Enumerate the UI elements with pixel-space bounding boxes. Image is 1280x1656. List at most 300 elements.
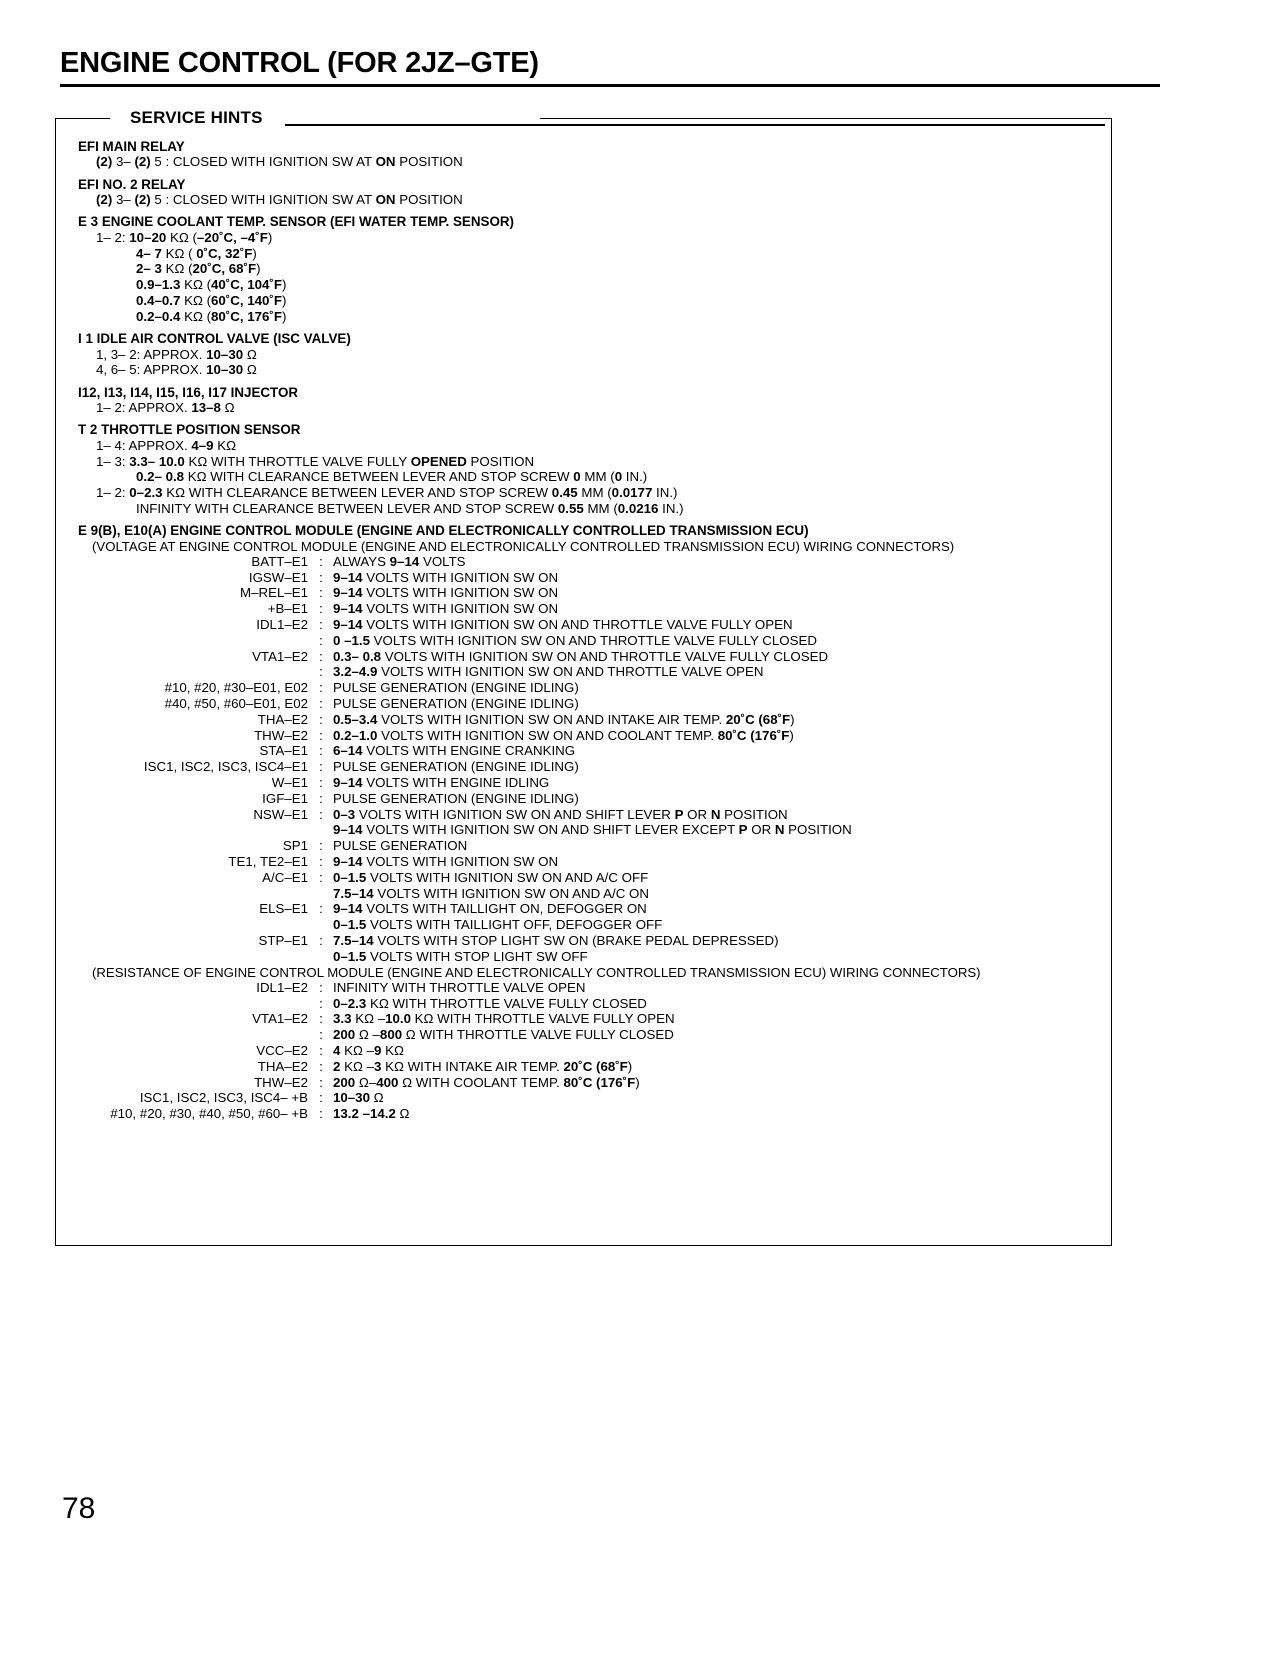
terminal-label: +B–E1 bbox=[267, 601, 308, 617]
text-run: 10–30 bbox=[206, 346, 244, 362]
terminal-row bbox=[78, 665, 852, 681]
terminal-row bbox=[78, 950, 852, 966]
text-run: Ω WITH COOLANT TEMP. bbox=[398, 1074, 564, 1090]
text-run: VOLTS WITH STOP LIGHT SW ON (BRAKE PEDAL DEPRESSED) bbox=[373, 932, 779, 948]
text-run: Ω bbox=[395, 1106, 410, 1122]
text-run: MM ( bbox=[583, 500, 618, 516]
terminal-row bbox=[78, 902, 852, 918]
text-run: 9–14 bbox=[333, 774, 363, 790]
text-run: KΩ – bbox=[340, 1042, 374, 1058]
text-run: INFINITY WITH THROTTLE VALVE OPEN bbox=[333, 979, 586, 995]
spec-line bbox=[96, 193, 1098, 206]
terminal-colon: : bbox=[319, 1027, 323, 1043]
terminal-row bbox=[78, 1060, 675, 1076]
terminal-colon: : bbox=[319, 806, 323, 822]
terminal-colon: : bbox=[319, 979, 323, 995]
text-run: 9–14 bbox=[333, 616, 363, 632]
text-run: 13–8 bbox=[191, 400, 221, 415]
terminal-row bbox=[78, 1107, 675, 1123]
resistance-note: (RESISTANCE OF ENGINE CONTROL MODULE (ENGINE AND ELECTRONICALLY CONTROLLED TRANSMISSION ECU) WIRING CONNECTORS) bbox=[92, 964, 981, 980]
terminal-label: ISC1, ISC2, ISC3, ISC4– +B bbox=[139, 1090, 308, 1106]
terminal-label bbox=[78, 1028, 315, 1044]
terminal-value bbox=[333, 823, 852, 839]
terminal-colon: : bbox=[319, 995, 323, 1011]
terminal-row bbox=[78, 808, 852, 824]
terminal-label: M–REL–E1 bbox=[240, 585, 308, 601]
text-run: 0–3 bbox=[333, 806, 356, 822]
text-run: KΩ WITH CLEARANCE BETWEEN LEVER AND STOP SCREW bbox=[184, 469, 574, 485]
text-run: KΩ WITH THROTTLE VALVE FULLY bbox=[184, 453, 411, 469]
terminal-label: NSW–E1 bbox=[253, 806, 308, 822]
text-run: VOLTS WITH TAILLIGHT OFF, DEFOGGER OFF bbox=[366, 917, 663, 933]
terminal-row bbox=[78, 1028, 675, 1044]
terminal-row bbox=[78, 634, 852, 650]
page-number: 78 bbox=[62, 1492, 96, 1525]
text-run: 9–14 bbox=[333, 822, 363, 838]
terminal-row bbox=[78, 918, 852, 934]
terminal-colon: : bbox=[319, 727, 323, 743]
terminal-colon bbox=[315, 887, 333, 903]
text-run: 60˚C, 140˚F bbox=[211, 293, 282, 308]
spec-line bbox=[96, 231, 1098, 244]
terminal-label: THA–E2 bbox=[257, 711, 308, 727]
text-run: ) bbox=[281, 293, 287, 308]
terminal-value bbox=[333, 618, 852, 634]
terminal-label: VTA1–E2 bbox=[252, 648, 308, 664]
terminal-colon bbox=[315, 918, 333, 934]
text-run: 5 : CLOSED WITH IGNITION SW AT bbox=[150, 192, 376, 208]
text-run: 0–1.5 bbox=[333, 917, 367, 933]
text-run: VOLTS WITH IGNITION SW ON AND THROTTLE VALVE FULLY CLOSED bbox=[369, 632, 817, 648]
service-hints-content bbox=[78, 140, 1098, 1123]
text-run: 80˚C, 176˚F bbox=[211, 308, 282, 324]
terminal-value bbox=[333, 1044, 675, 1060]
text-run: (2) bbox=[96, 154, 113, 170]
terminal-value bbox=[333, 1107, 675, 1123]
spec-line bbox=[96, 439, 1098, 452]
text-run: POSITION bbox=[784, 822, 852, 838]
terminal-value bbox=[333, 918, 852, 934]
terminal-colon: : bbox=[319, 1042, 323, 1058]
text-run: 0.45 bbox=[551, 485, 578, 501]
text-run: KΩ ( bbox=[161, 245, 197, 261]
text-run: ) bbox=[627, 1058, 633, 1074]
spec-line bbox=[136, 262, 1098, 275]
text-run: ) bbox=[267, 229, 273, 245]
terminal-label: #10, #20, #30–E01, E02 bbox=[164, 680, 308, 696]
text-run: KΩ ( bbox=[180, 308, 212, 324]
text-run: 4–9 bbox=[191, 437, 214, 453]
text-run: 0–2.3 bbox=[129, 485, 163, 501]
text-run: IN.) bbox=[652, 485, 678, 501]
text-run: Ω bbox=[243, 362, 257, 378]
terminal-colon: : bbox=[319, 553, 323, 569]
terminal-label: VTA1–E2 bbox=[252, 1011, 308, 1027]
terminal-label bbox=[78, 665, 315, 681]
terminal-colon: : bbox=[319, 569, 323, 585]
terminal-colon: : bbox=[319, 664, 323, 680]
text-run: VOLTS WITH IGNITION SW ON bbox=[362, 601, 559, 617]
text-run: VOLTS WITH IGNITION SW ON AND COOLANT TEMP. bbox=[377, 727, 718, 743]
terminal-colon: : bbox=[319, 1011, 323, 1027]
terminal-value bbox=[333, 760, 852, 776]
text-run: 7.5–14 bbox=[333, 885, 374, 901]
terminal-row bbox=[78, 839, 852, 855]
terminal-colon bbox=[315, 823, 333, 839]
voltage-note: (VOLTAGE AT ENGINE CONTROL MODULE (ENGINE AND ELECTRONICALLY CONTROLLED TRANSMISSION ECU) WIRING CONNECTORS) bbox=[92, 538, 955, 554]
terminal-label: #10, #20, #30, #40, #50, #60– +B bbox=[110, 1106, 308, 1122]
text-run: KΩ ( bbox=[161, 261, 193, 277]
terminal-value bbox=[333, 729, 852, 745]
terminal-colon: : bbox=[319, 932, 323, 948]
text-run: 9–14 bbox=[333, 601, 363, 617]
terminal-row bbox=[78, 792, 852, 808]
text-run: 0 bbox=[573, 469, 581, 485]
text-run: 0–2.3 bbox=[333, 995, 367, 1011]
terminal-value bbox=[333, 634, 852, 650]
terminal-colon: : bbox=[319, 616, 323, 632]
text-run: 9–14 bbox=[333, 901, 363, 917]
text-run: 0.9–1.3 bbox=[136, 277, 181, 293]
text-run: VOLTS WITH IGNITION SW ON AND INTAKE AIR TEMP. bbox=[377, 711, 726, 727]
text-run: VOLTS WITH IGNITION SW ON AND SHIFT LEVER bbox=[355, 806, 675, 822]
section-heading: T 2 THROTTLE POSITION SENSOR bbox=[78, 422, 301, 438]
terminal-row bbox=[78, 887, 852, 903]
text-run: N bbox=[710, 806, 721, 822]
text-run: Ω– bbox=[355, 1074, 377, 1090]
terminal-colon: : bbox=[319, 901, 323, 917]
terminal-value bbox=[333, 776, 852, 792]
terminal-label: TE1, TE2–E1 bbox=[228, 853, 308, 869]
ecu-section-heading: E 9(B), E10(A) ENGINE CONTROL MODULE (ENGINE AND ELECTRONICALLY CONTROLLED TRANSMISSION ECU) bbox=[78, 523, 809, 539]
terminal-value bbox=[333, 744, 852, 760]
terminal-colon: : bbox=[319, 1106, 323, 1122]
terminal-row bbox=[78, 823, 852, 839]
terminal-value bbox=[333, 1091, 675, 1107]
text-run: 800 bbox=[379, 1027, 403, 1043]
terminal-label bbox=[78, 997, 315, 1013]
section-heading: E 3 ENGINE COOLANT TEMP. SENSOR (EFI WATER TEMP. SENSOR) bbox=[78, 214, 514, 230]
text-run: 0.5–3.4 bbox=[333, 711, 378, 727]
section-heading: EFI NO. 2 RELAY bbox=[78, 176, 186, 192]
text-run: 0.0216 bbox=[617, 500, 659, 516]
text-run: 3 bbox=[374, 1058, 382, 1074]
text-run: P bbox=[674, 806, 684, 822]
spec-line bbox=[136, 470, 1098, 483]
terminal-colon: : bbox=[319, 601, 323, 617]
text-run: 3.2–4.9 bbox=[333, 664, 378, 680]
text-run: ) bbox=[256, 261, 261, 277]
terminal-row bbox=[78, 713, 852, 729]
text-run: ) bbox=[790, 711, 795, 727]
terminal-value bbox=[333, 586, 852, 602]
terminal-colon: : bbox=[319, 711, 323, 727]
text-run: 0–1.5 bbox=[333, 948, 367, 964]
terminal-colon: : bbox=[319, 680, 323, 696]
terminal-colon: : bbox=[319, 790, 323, 806]
terminal-value bbox=[333, 1028, 675, 1044]
text-run: 0 bbox=[614, 469, 623, 485]
terminal-value bbox=[333, 665, 852, 681]
text-run: 3.3 bbox=[333, 1011, 352, 1027]
text-run: ) bbox=[252, 245, 257, 261]
section-heading: I 1 IDLE AIR CONTROL VALVE (ISC VALVE) bbox=[78, 331, 351, 347]
text-run: (2) bbox=[96, 192, 113, 208]
terminal-label: ELS–E1 bbox=[259, 901, 308, 917]
terminal-label: THA–E2 bbox=[257, 1058, 308, 1074]
terminal-value bbox=[333, 1076, 675, 1092]
text-run: 0.4–0.7 bbox=[136, 293, 181, 308]
text-run: MM ( bbox=[577, 485, 612, 501]
terminal-colon: : bbox=[319, 695, 323, 711]
text-run: 0.55 bbox=[557, 500, 584, 516]
text-run: KΩ WITH CLEARANCE BETWEEN LEVER AND STOP SCREW bbox=[162, 485, 552, 501]
text-run: POSITION bbox=[720, 806, 788, 822]
text-run: KΩ – bbox=[340, 1058, 374, 1074]
text-run: VOLTS WITH ENGINE CRANKING bbox=[362, 743, 576, 759]
text-run: POSITION bbox=[466, 453, 535, 469]
text-run: PULSE GENERATION (ENGINE IDLING) bbox=[333, 759, 579, 775]
terminal-row bbox=[78, 855, 852, 871]
terminal-row bbox=[78, 1012, 675, 1028]
title-underline bbox=[60, 84, 1160, 87]
text-run: PULSE GENERATION (ENGINE IDLING) bbox=[333, 695, 579, 711]
terminal-colon: : bbox=[319, 648, 323, 664]
terminal-value bbox=[333, 602, 852, 618]
text-run: 9–14 bbox=[333, 585, 363, 601]
terminal-label: STA–E1 bbox=[259, 743, 308, 759]
terminal-row bbox=[78, 871, 852, 887]
text-run: OR bbox=[683, 806, 711, 822]
terminal-row bbox=[78, 697, 852, 713]
text-run: VOLTS bbox=[419, 553, 466, 569]
terminal-row bbox=[78, 776, 852, 792]
terminal-label: IDL1–E2 bbox=[256, 616, 308, 632]
text-run: 13.2 –14.2 bbox=[333, 1106, 396, 1122]
terminal-colon: : bbox=[319, 838, 323, 854]
text-run: KΩ bbox=[381, 1042, 404, 1058]
text-run: ) bbox=[281, 277, 287, 293]
text-run: KΩ ( bbox=[180, 277, 212, 293]
terminal-row bbox=[78, 934, 852, 950]
text-run: PULSE GENERATION (ENGINE IDLING) bbox=[333, 790, 579, 806]
text-run: 1, 3– 2: APPROX. bbox=[96, 346, 207, 362]
terminal-colon: : bbox=[319, 1058, 323, 1074]
terminal-value bbox=[333, 713, 852, 729]
text-run: VOLTS WITH TAILLIGHT ON, DEFOGGER ON bbox=[362, 901, 647, 917]
text-run: 40˚C, 104˚F bbox=[211, 277, 282, 293]
terminal-colon bbox=[315, 950, 333, 966]
terminal-value bbox=[333, 950, 852, 966]
text-run: 2– 3 bbox=[136, 261, 162, 277]
text-run: 9–14 bbox=[333, 853, 363, 869]
terminal-value bbox=[333, 855, 852, 871]
text-run: 9–14 bbox=[333, 569, 363, 585]
terminal-label: #40, #50, #60–E01, E02 bbox=[164, 695, 308, 711]
terminal-value bbox=[333, 887, 852, 903]
terminal-row bbox=[78, 1076, 675, 1092]
terminal-value bbox=[333, 792, 852, 808]
terminal-value bbox=[333, 681, 852, 697]
terminal-row bbox=[78, 1044, 675, 1060]
spec-line bbox=[96, 348, 1098, 361]
text-run: OR bbox=[747, 822, 775, 838]
text-run: 0.2–0.4 bbox=[136, 308, 181, 324]
text-run: VOLTS WITH IGNITION SW ON AND A/C OFF bbox=[366, 869, 649, 885]
text-run: 9–14 bbox=[389, 553, 420, 569]
text-run: 1– 2: bbox=[96, 229, 130, 245]
text-run: KΩ ( bbox=[166, 229, 197, 245]
spec-line bbox=[136, 310, 1098, 323]
text-run: 400 bbox=[376, 1074, 399, 1090]
text-run: 1– 2: APPROX. bbox=[96, 400, 192, 415]
text-run: 200 bbox=[333, 1027, 356, 1043]
text-run: 4 bbox=[333, 1042, 341, 1058]
text-run: PULSE GENERATION bbox=[333, 838, 468, 854]
text-run: 4– 7 bbox=[136, 245, 162, 261]
text-run: Ω WITH THROTTLE VALVE FULLY CLOSED bbox=[402, 1027, 674, 1043]
page-title: ENGINE CONTROL (FOR 2JZ–GTE) bbox=[60, 47, 539, 79]
terminal-label: STP–E1 bbox=[258, 932, 308, 948]
text-run: VOLTS WITH IGNITION SW ON AND A/C ON bbox=[373, 885, 649, 901]
terminal-row bbox=[78, 729, 852, 745]
text-run: PULSE GENERATION (ENGINE IDLING) bbox=[333, 680, 579, 696]
terminal-row bbox=[78, 997, 675, 1013]
text-run: 0 –1.5 bbox=[333, 632, 370, 648]
text-run: 0.0177 bbox=[611, 485, 653, 501]
terminal-label bbox=[78, 950, 315, 966]
terminal-colon: : bbox=[319, 853, 323, 869]
spec-line bbox=[136, 294, 1098, 307]
terminal-label: W–E1 bbox=[271, 774, 308, 790]
text-run: 20˚C (68˚F bbox=[563, 1058, 628, 1074]
spec-line bbox=[96, 455, 1098, 468]
text-run: 20˚C (68˚F bbox=[725, 711, 791, 727]
text-run: 20˚C, 68˚F bbox=[192, 261, 257, 277]
text-run: 10–30 bbox=[206, 362, 244, 378]
text-run: 1– 3: bbox=[96, 453, 130, 469]
text-run: VOLTS WITH IGNITION SW ON AND THROTTLE VALVE OPEN bbox=[377, 664, 764, 680]
text-run: IN.) bbox=[658, 500, 684, 516]
text-run: 6–14 bbox=[333, 743, 363, 759]
text-run: KΩ WITH THROTTLE VALVE FULLY OPEN bbox=[410, 1011, 675, 1027]
text-run: ALWAYS bbox=[333, 553, 390, 569]
text-run: 0–1.5 bbox=[333, 869, 367, 885]
text-run: OPENED bbox=[410, 453, 467, 469]
terminal-label bbox=[78, 918, 315, 934]
terminal-value bbox=[333, 555, 852, 571]
text-run: 3.3– 10.0 bbox=[129, 453, 185, 469]
text-run: IN.) bbox=[622, 469, 648, 485]
voltage-spec-table bbox=[78, 555, 852, 966]
text-run: VOLTS WITH IGNITION SW ON bbox=[362, 569, 559, 585]
text-run: POSITION bbox=[395, 192, 463, 208]
text-run: 1– 4: APPROX. bbox=[96, 437, 192, 453]
terminal-value bbox=[333, 1060, 675, 1076]
text-run: 4, 6– 5: APPROX. bbox=[96, 362, 207, 378]
text-run: 10.0 bbox=[385, 1011, 411, 1027]
text-run: VOLTS WITH ENGINE IDLING bbox=[362, 774, 550, 790]
terminal-value bbox=[333, 902, 852, 918]
page-header bbox=[60, 48, 1220, 87]
terminal-label: THW–E2 bbox=[254, 1074, 308, 1090]
text-run: ) bbox=[281, 308, 287, 324]
terminal-row bbox=[78, 650, 852, 666]
terminal-value bbox=[333, 981, 675, 997]
terminal-row bbox=[78, 618, 852, 634]
legend-rule bbox=[285, 124, 1105, 126]
spec-line bbox=[136, 247, 1098, 260]
terminal-label: IGF–E1 bbox=[262, 790, 308, 806]
terminal-value bbox=[333, 697, 852, 713]
text-run: 80˚C (176˚F bbox=[563, 1074, 636, 1090]
terminal-value bbox=[333, 934, 852, 950]
terminal-colon: : bbox=[319, 869, 323, 885]
terminal-row bbox=[78, 586, 852, 602]
spec-line bbox=[96, 363, 1098, 376]
spec-line bbox=[96, 486, 1098, 499]
terminal-value bbox=[333, 1012, 675, 1028]
terminal-row bbox=[78, 602, 852, 618]
terminal-row bbox=[78, 981, 675, 997]
terminal-label: VCC–E2 bbox=[256, 1042, 308, 1058]
terminal-value bbox=[333, 839, 852, 855]
terminal-label: IDL1–E2 bbox=[256, 979, 308, 995]
text-run: INFINITY WITH CLEARANCE BETWEEN LEVER AND STOP SCREW bbox=[136, 500, 558, 516]
text-run: (2) bbox=[134, 154, 151, 170]
text-run: ON bbox=[375, 154, 396, 170]
text-run: 1– 2: bbox=[96, 485, 130, 501]
text-run: VOLTS WITH IGNITION SW ON AND THROTTLE VALVE FULLY OPEN bbox=[362, 616, 793, 632]
text-run: 2 bbox=[333, 1058, 341, 1074]
text-run: Ω bbox=[369, 1090, 384, 1106]
text-run: 0˚C, 32˚F bbox=[196, 245, 253, 261]
text-run: 80˚C (176˚F bbox=[717, 727, 790, 743]
terminal-value bbox=[333, 871, 852, 887]
text-run: Ω bbox=[220, 400, 235, 415]
terminal-row bbox=[78, 555, 852, 571]
text-run: 0.2–1.0 bbox=[333, 727, 378, 743]
text-run: 9 bbox=[374, 1042, 382, 1058]
section-heading: I12, I13, I14, I15, I16, I17 INJECTOR bbox=[78, 384, 299, 400]
text-run: KΩ WITH THROTTLE VALVE FULLY CLOSED bbox=[366, 995, 647, 1011]
spec-line bbox=[136, 502, 1098, 515]
spec-line bbox=[136, 278, 1098, 291]
text-run: KΩ ( bbox=[180, 293, 212, 308]
text-run: ) bbox=[789, 727, 794, 743]
text-run: POSITION bbox=[395, 154, 463, 170]
terminal-label: IGSW–E1 bbox=[248, 569, 308, 585]
text-run: ) bbox=[635, 1074, 640, 1090]
text-run: VOLTS WITH IGNITION SW ON AND SHIFT LEVER EXCEPT bbox=[362, 822, 739, 838]
text-run: –20˚C, –4˚F bbox=[196, 229, 268, 245]
text-run: KΩ – bbox=[351, 1011, 386, 1027]
terminal-colon: : bbox=[319, 774, 323, 790]
terminal-label bbox=[78, 887, 315, 903]
text-run: 0.3– 0.8 bbox=[333, 648, 382, 664]
text-run: 10–30 bbox=[333, 1090, 370, 1106]
terminal-value bbox=[333, 997, 675, 1013]
terminal-colon: : bbox=[319, 1074, 323, 1090]
text-run: KΩ bbox=[213, 437, 237, 453]
text-run: N bbox=[774, 822, 785, 838]
terminal-label bbox=[78, 634, 315, 650]
terminal-row bbox=[78, 571, 852, 587]
text-run: VOLTS WITH IGNITION SW ON bbox=[362, 853, 559, 869]
text-run: (2) bbox=[134, 192, 151, 208]
resistance-spec-table bbox=[78, 981, 675, 1123]
terminal-value bbox=[333, 808, 852, 824]
